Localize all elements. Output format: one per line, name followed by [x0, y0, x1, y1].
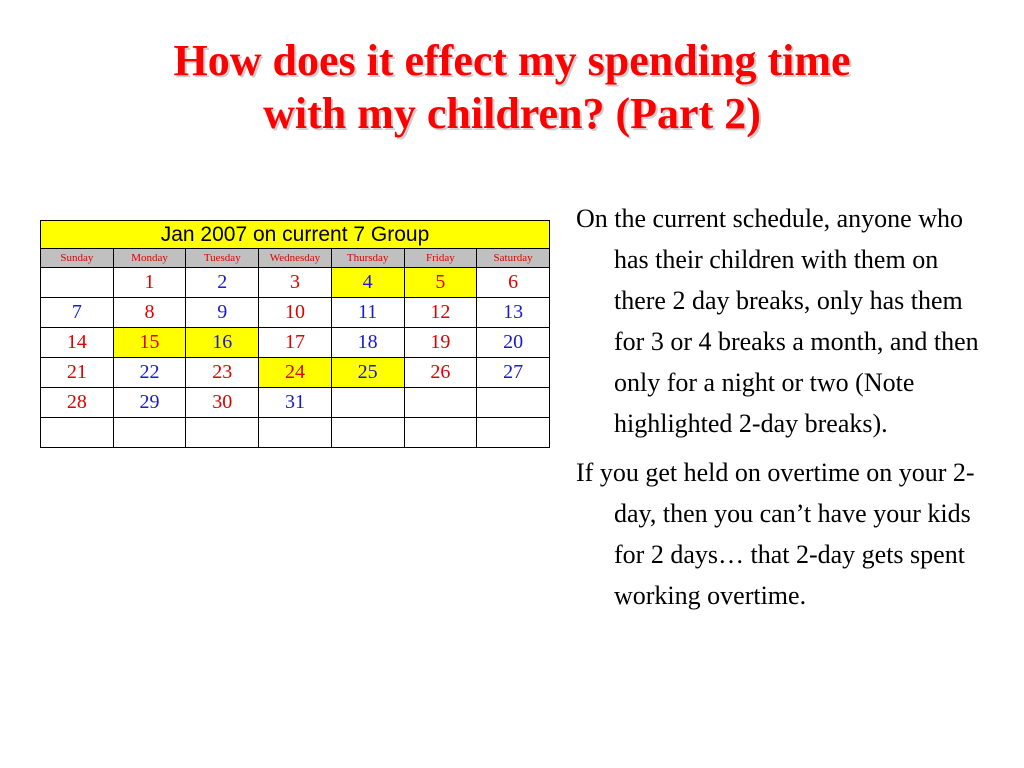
calendar-day-cell: 29	[113, 388, 186, 418]
calendar-week-row	[41, 418, 550, 448]
bullet-list	[576, 198, 996, 624]
calendar-day-cell: 31	[259, 388, 332, 418]
calendar-day-cell: 7	[41, 298, 114, 328]
calendar-day-cell	[331, 388, 404, 418]
calendar-day-cell: 26	[404, 358, 477, 388]
calendar-day-cell: 4	[331, 268, 404, 298]
calendar-week-row	[41, 358, 550, 388]
calendar-day-cell: 24	[259, 358, 332, 388]
bullet-item: If you get held on overtime on your 2-day, then you can’t have your kids for 2 days… that 2-day gets spent working overtime.	[576, 458, 975, 610]
calendar-day-cell: 28	[41, 388, 114, 418]
slide-title-line-1: How does it effect my spending time	[173, 36, 851, 85]
calendar-day-cell: 18	[331, 328, 404, 358]
calendar-day-cell: 14	[41, 328, 114, 358]
calendar-day-cell	[41, 268, 114, 298]
calendar-day-cell	[404, 418, 477, 448]
weekday-saturday: Saturday	[477, 249, 550, 268]
calendar-day-cell: 19	[404, 328, 477, 358]
calendar-day-cell: 10	[259, 298, 332, 328]
calendar-day-cell: 22	[113, 358, 186, 388]
weekday-tuesday: Tuesday	[186, 249, 259, 268]
calendar-day-cell: 13	[477, 298, 550, 328]
calendar-day-cell: 21	[41, 358, 114, 388]
calendar-week-row	[41, 388, 550, 418]
weekday-header-row	[41, 249, 550, 268]
calendar-title: Jan 2007 on current 7 Group	[41, 221, 550, 249]
calendar-day-cell: 16	[186, 328, 259, 358]
slide-title-line-2: with my children? (Part 2)	[263, 89, 761, 138]
calendar-day-cell: 15	[113, 328, 186, 358]
calendar-day-cell: 30	[186, 388, 259, 418]
calendar-day-cell: 5	[404, 268, 477, 298]
calendar-day-cell	[331, 418, 404, 448]
calendar-day-cell: 23	[186, 358, 259, 388]
calendar-day-cell: 2	[186, 268, 259, 298]
calendar-day-cell: 25	[331, 358, 404, 388]
calendar-day-cell	[477, 388, 550, 418]
calendar-day-cell: 11	[331, 298, 404, 328]
calendar-day-cell: 17	[259, 328, 332, 358]
calendar-week-row	[41, 328, 550, 358]
weekday-thursday: Thursday	[331, 249, 404, 268]
calendar-day-cell	[404, 388, 477, 418]
calendar-day-cell: 3	[259, 268, 332, 298]
calendar-day-cell	[186, 418, 259, 448]
calendar-day-cell: 9	[186, 298, 259, 328]
weekday-monday: Monday	[113, 249, 186, 268]
weekday-sunday: Sunday	[41, 249, 114, 268]
calendar-week-row	[41, 268, 550, 298]
weekday-friday: Friday	[404, 249, 477, 268]
calendar-day-cell	[477, 418, 550, 448]
bullet-item: On the current schedule, anyone who has their children with them on there 2 day breaks, only has them for 3 or 4 breaks a month, and then only for a night or two (Note highlighted 2-day breaks).	[576, 204, 979, 438]
calendar-day-cell	[259, 418, 332, 448]
calendar-day-cell: 20	[477, 328, 550, 358]
calendar-day-cell	[41, 418, 114, 448]
calendar-day-cell: 27	[477, 358, 550, 388]
calendar-day-cell: 1	[113, 268, 186, 298]
calendar-week-row	[41, 298, 550, 328]
calendar-day-cell: 8	[113, 298, 186, 328]
calendar-day-cell: 6	[477, 268, 550, 298]
weekday-wednesday: Wednesday	[259, 249, 332, 268]
calendar-day-cell	[113, 418, 186, 448]
slide-title	[40, 34, 984, 140]
calendar-table	[40, 220, 550, 448]
calendar-day-cell: 12	[404, 298, 477, 328]
